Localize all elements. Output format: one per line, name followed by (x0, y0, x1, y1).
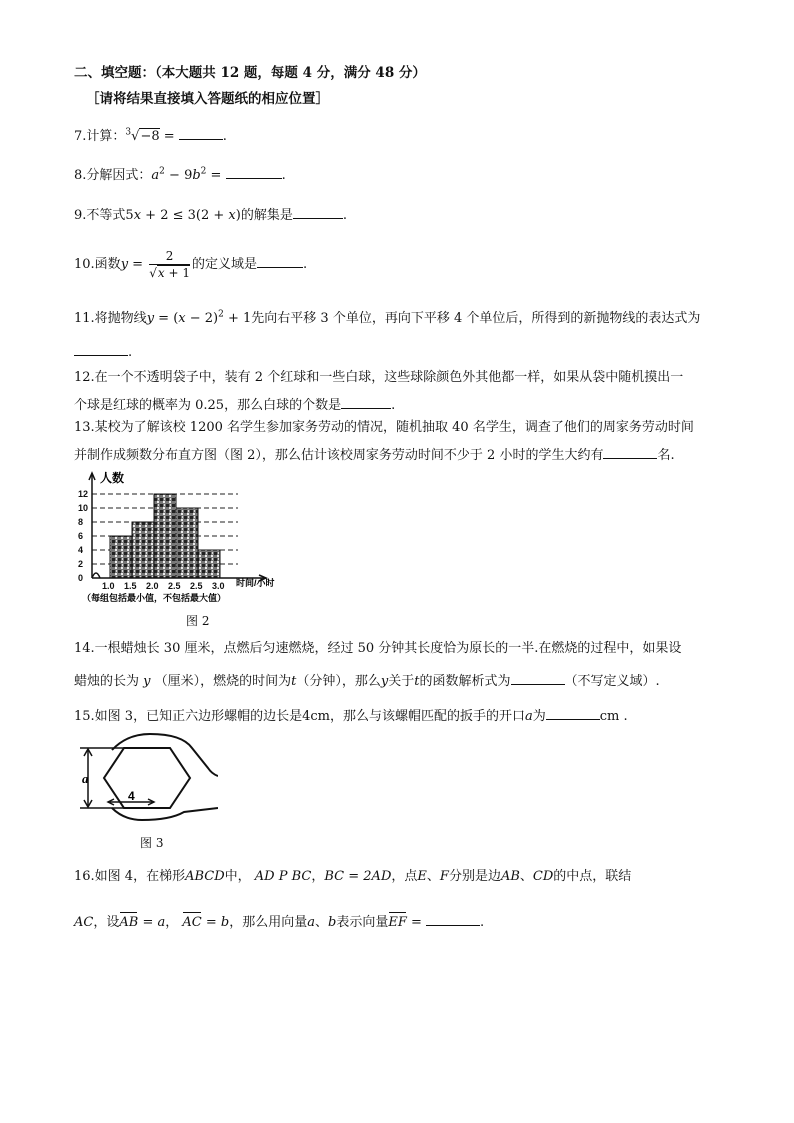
histogram-figure-2 (70, 468, 310, 608)
question-13-line2: 并制作成频数分布直方图（图 2），那么估计该校周家务劳动时间不少于 2 小时的学生大约有 名. (74, 445, 675, 465)
histogram-bar (110, 536, 132, 578)
question-12-line2: 个球是红球的概率为 0.25，那么白球的个数是 . (74, 395, 395, 415)
question-13-line1: 13.某校为了解该校 1200 名学生参加家务劳动的情况，随机抽取 40 名学生，调查了他们的周家务劳动时间 (74, 420, 694, 435)
question-12-line1: 12.在一个不透明袋子中，装有 2 个红球和一些白球，这些球除颜色外其他都一样，如果从袋中随机摸出一 (74, 370, 684, 385)
y-tick-label: 12 (78, 489, 89, 499)
y-tick-label: 0 (78, 573, 84, 583)
answer-blank-10[interactable] (257, 254, 303, 268)
answer-blank-7[interactable] (179, 126, 223, 140)
y-tick-label: 2 (78, 559, 84, 569)
question-16-line2: AC，设AB = a， AC = b，那么用向量a、b表示向量EF = . (74, 912, 484, 932)
histogram-bar (198, 550, 220, 578)
chart-note: （每组包括最小值，不包括最大值） (82, 593, 227, 603)
y-tick-label: 4 (78, 545, 84, 555)
question-11-cont: . (74, 342, 132, 362)
x-axis-label: 时间/小时 (236, 578, 275, 588)
answer-blank-14[interactable] (511, 671, 565, 685)
answer-blank-15[interactable] (546, 706, 600, 720)
y-tick-label: 10 (78, 503, 89, 513)
section-title: 二、填空题：（本大题共 12 题，每题 4 分，满分 48 分） (74, 65, 426, 81)
question-9: 9.不等式5x + 2 ≤ 3(2 + x)的解集是 . (74, 205, 347, 225)
figure-3-caption: 图 3 (140, 836, 164, 850)
question-14-line2: 蜡烛的长为 y （厘米），燃烧的时间为t（分钟），那么y关于t的函数解析式为 （不写定义域）. (74, 671, 660, 691)
y-tick-label: 8 (78, 517, 84, 527)
x-tick-label: 2.0 (146, 581, 159, 591)
x-tick-label: 3.0 (212, 581, 225, 591)
x-tick-label: 2.5 (190, 581, 203, 591)
question-15: 15.如图 3，已知正六边形螺帽的边长是4cm，那么与该螺帽匹配的扳手的开口a为 cm . (74, 706, 628, 726)
q7-root-index: 3 (125, 127, 132, 138)
y-axis-label: 人数 (100, 471, 125, 485)
q10-fraction: $\frac{2}{√x + 1}$ (149, 248, 190, 280)
answer-blank-11[interactable] (74, 342, 128, 356)
question-14-line1: 14.一根蜡烛长 30 厘米，点燃后匀速燃烧，经过 50 分钟其长度恰为原长的一半.在燃烧的过程中，如果设 (74, 641, 682, 656)
question-8: 8.分解因式：$a^2 - 9b^2$ = . (74, 166, 286, 183)
histogram-bar (154, 494, 176, 578)
hexagon-nut (104, 748, 190, 808)
fig3-label-a: a (82, 771, 89, 786)
question-7: 7.计算：$^3$√−8 = . (74, 127, 227, 144)
wrench-jaw-lower (112, 808, 218, 820)
figure-2-caption: 图 2 (186, 614, 210, 628)
section-instruction: ［请将结果直接填入答题纸的相应位置］ (86, 91, 329, 107)
q7-text: 7.计算： (74, 129, 126, 144)
question-16-line1: 16.如图 4，在梯形ABCD中， AD P BC，BC = 2AD，点E、F分别是边AB、CD的中点，联结 (74, 869, 632, 884)
wrench-jaw-upper (112, 734, 218, 776)
y-tick-label: 6 (78, 531, 84, 541)
q7-radicand: −8 (140, 129, 160, 144)
answer-blank-13[interactable] (603, 445, 657, 459)
x-tick-label: 2.5 (168, 581, 181, 591)
fig3-label-4: 4 (128, 789, 135, 803)
answer-blank-8[interactable] (226, 165, 282, 179)
answer-blank-16[interactable] (426, 912, 480, 926)
histogram-bar (176, 508, 198, 578)
answer-blank-12[interactable] (341, 395, 391, 409)
question-11: 11.将抛物线$y = (x - 2)^2 + 1$先向右平移 3 个单位，再向下平移 4 个单位后，所得到的新抛物线的表达式为 (74, 309, 701, 326)
x-tick-label: 1.0 (102, 581, 115, 591)
answer-blank-9[interactable] (293, 205, 343, 219)
x-tick-label: 1.5 (124, 581, 137, 591)
question-10: 10.函数y = $\frac{2}{√x + 1}$ 的定义域是 . (74, 248, 308, 280)
histogram-bar (132, 522, 154, 578)
wrench-figure-3 (72, 728, 218, 824)
